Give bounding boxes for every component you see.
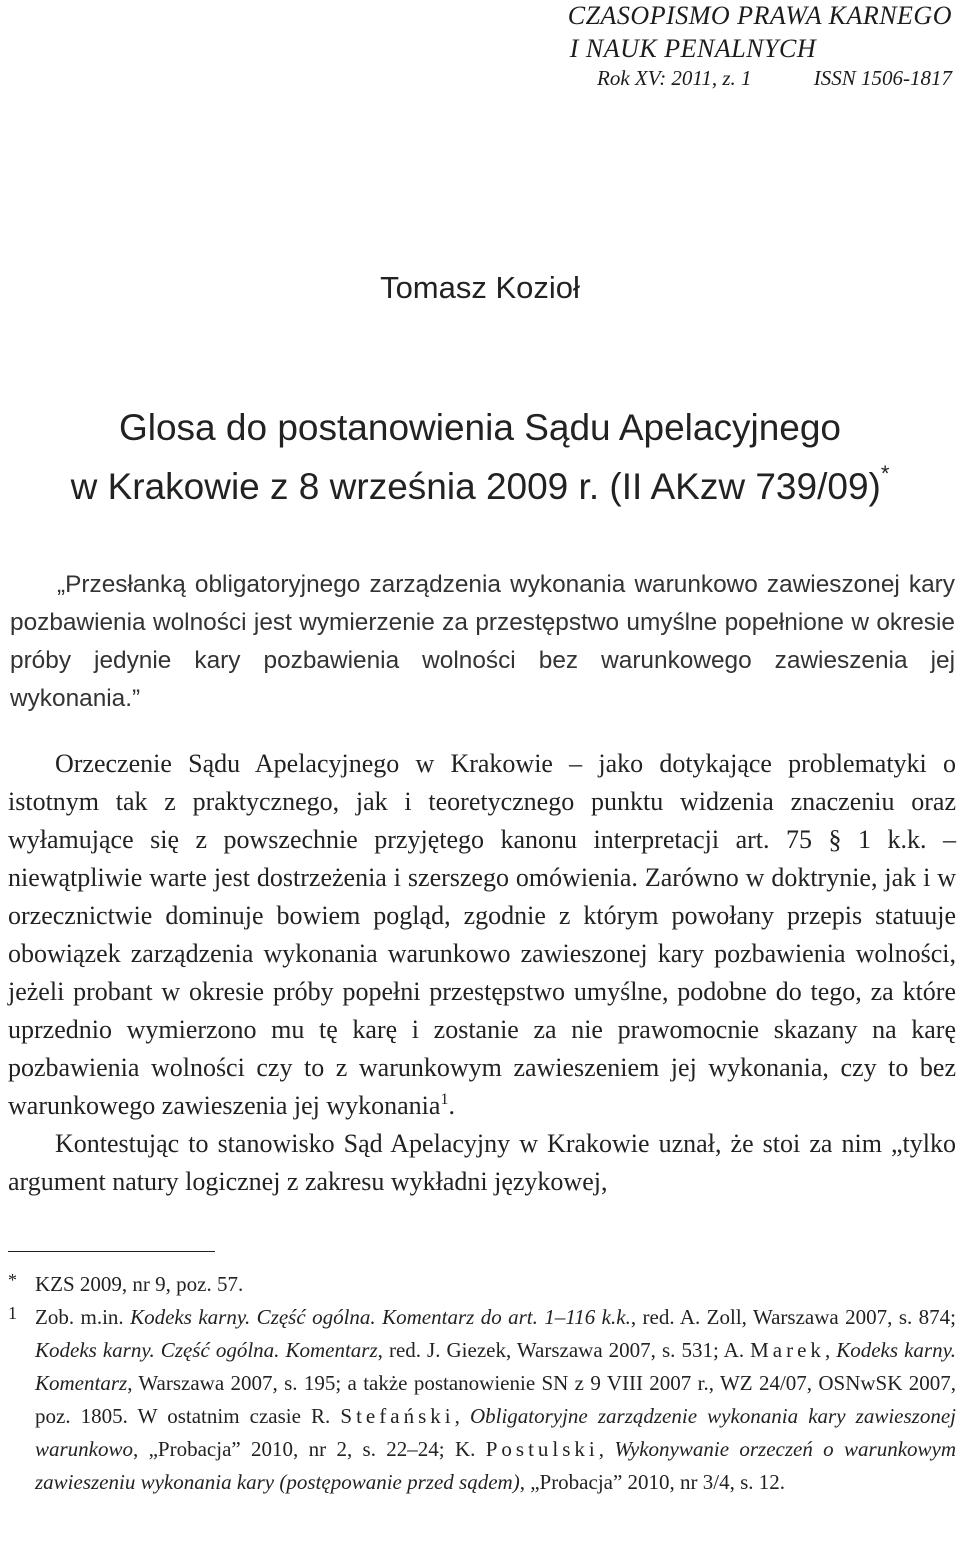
fn1-title: Kodeks karny. Część ogólna. Komentarz do art. 1–116 k.k. — [130, 1305, 631, 1329]
journal-issue: Rok XV: 2011, z. 1 — [597, 66, 752, 90]
body-paragraph-1-end: . — [448, 1091, 455, 1120]
footnotes — [8, 1268, 956, 1499]
journal-header — [568, 0, 952, 91]
article-title — [0, 405, 960, 510]
footnote-star-text: KZS 2009, nr 9, poz. 57. — [35, 1272, 244, 1296]
journal-name-line1: CZASOPISMO PRAWA KARNEGO — [567, 1, 952, 30]
footnote-star — [8, 1268, 956, 1301]
fn1-part: , red. A. Zoll, Warszawa 2007, s. 874; — [630, 1305, 956, 1329]
fn1-author: Marek — [750, 1338, 825, 1362]
journal-issn: ISSN 1506-1817 — [813, 66, 952, 90]
body-paragraph-2: Kontestując to stanowisko Sąd Apelacyjny w Krakowie uznał, że stoi za nim „tylko argument natury logicznej z zakresu wykładni językowej, — [8, 1129, 956, 1196]
title-line2-text: w Krakowie z 8 września 2009 r. (II AKzw 739/09) — [70, 466, 881, 507]
fn1-part: , Warszawa 2007, s. 195; a także postanowienie SN z 9 VIII 2007 r., WZ 24/07, OSNwSK 2007, poz. 1805. W ostatnim czasie R. — [35, 1371, 956, 1428]
title-footnote-mark[interactable]: * — [880, 461, 890, 486]
footnote-star-mark: * — [8, 1270, 17, 1290]
author-name: Tomasz Kozioł — [380, 270, 580, 305]
article-body — [8, 745, 956, 1201]
fn1-title: Obligatoryjne zarządzenie wykonania kary zawieszonej warunkowo — [35, 1404, 956, 1461]
footnote-ref-1[interactable]: 1 — [440, 1091, 449, 1108]
fn1-title: Kodeks karny. Część ogólna. Komentarz — [35, 1338, 378, 1362]
title-line2 — [0, 451, 960, 510]
footnote-1-mark: 1 — [8, 1303, 17, 1323]
fn1-author: Stefański — [340, 1404, 455, 1428]
fn1-title: Kodeks karny. Komentarz — [35, 1338, 957, 1395]
thesis-text: „Przesłanką obligatoryjnego zarządzenia wykonania warunkowo zawieszonej kary pozbawienia wolności jest wymierzenie za przestępstwo umyślne popełnione w okresie próby jedynie kary pozbawienia wolności bez warunkowego zawieszenia jej wykonania.” — [10, 571, 955, 712]
title-line1: Glosa do postanowienia Sądu Apelacyjnego — [118, 407, 842, 448]
footnote-1 — [8, 1301, 956, 1499]
thesis-quote — [10, 566, 955, 718]
journal-name-line2: I NAUK PENALNYCH — [569, 33, 817, 63]
footnote-1-text — [35, 1301, 956, 1499]
fn1-part: , — [824, 1338, 837, 1362]
fn1-part: , — [598, 1437, 615, 1461]
journal-issue-line — [597, 65, 952, 91]
fn1-part: , „Probacja” 2010, nr 3/4, s. 12. — [519, 1470, 786, 1494]
fn1-part: , — [454, 1404, 470, 1428]
fn1-title: Wykonywanie orzeczeń o warunkowym zawieszeniu wykonania kary (postępowanie przed sądem) — [35, 1437, 957, 1494]
fn1-part: Zob. m.in. — [35, 1305, 131, 1329]
body-paragraph-1-text: Orzeczenie Sądu Apelacyjnego w Krakowie – jako dotykające problematyki o istotnym tak z praktycznego, jak i teoretycznego punktu widzenia znaczeniu oraz wyłamujące się z powszechnie przyjętego kanonu interpretacji art. 75 § 1 k.k. – niewątpliwie warte jest dostrzeżenia i szerszego omówienia. Zarówno w doktrynie, jak i w orzecznictwie dominuje bowiem pogląd, zgodnie z którym powołany przepis statuuje obowiązek zarządzenia wykonania warunkowo zawieszonej kary pozbawienia wolności, jeżeli probant w okresie próby popełni przestępstwo umyślne, podobne do tego, za które uprzednio wymierzono mu tę karę i zostanie za nie prawomocnie skazany na karę pozbawienia wolności czy to z warunkowym zawieszeniem jej wykonania, czy to bez warunkowego zawieszenia jej wykonania — [8, 749, 956, 1120]
fn1-author: Postulski — [485, 1437, 599, 1461]
footnote-divider — [8, 1251, 215, 1252]
fn1-part: , „Probacja” 2010, nr 2, s. 22–24; K. — [133, 1437, 486, 1461]
fn1-part: , red. J. Giezek, Warszawa 2007, s. 531; A. — [377, 1338, 751, 1362]
body-paragraph-1 — [8, 745, 956, 1125]
